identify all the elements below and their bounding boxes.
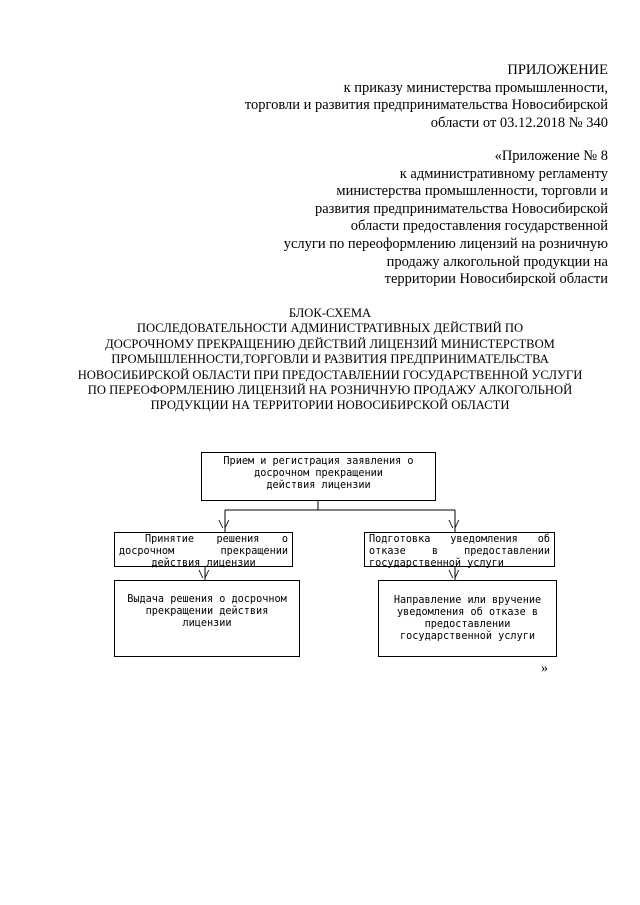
- box-text: государственной услуги: [369, 558, 504, 569]
- box-text: Направление или вручение: [393, 595, 542, 606]
- appendix-line: развития предпринимательства Новосибирской: [315, 200, 608, 217]
- box-word: о: [281, 534, 288, 545]
- arrow-down-left-2: \/: [198, 569, 211, 580]
- appendix-line: «Приложение № 8: [494, 148, 608, 164]
- box-text: предоставлении: [424, 619, 511, 630]
- closing-quote: »: [541, 661, 548, 676]
- box-word: прекращении: [220, 546, 288, 557]
- box-word: отказе: [369, 546, 406, 557]
- refusal-notice-box: [364, 532, 555, 567]
- appendix-line: к административному регламенту: [399, 165, 608, 182]
- title-line: ПОСЛЕДОВАТЕЛЬНОСТИ АДМИНИСТРАТИВНЫХ ДЕЙСТВИЙ ПО: [136, 321, 524, 336]
- box-line: [369, 534, 550, 546]
- arrow-down-right-2: \/: [448, 569, 461, 580]
- send-refusal-box: [378, 580, 557, 657]
- header-line: торговли и развития предпринимательства Новосибирской: [244, 97, 608, 114]
- box-word: уведомления: [450, 534, 518, 545]
- receive-application-box: [201, 452, 436, 501]
- box-text: действия лицензии: [266, 480, 371, 491]
- box-word: об: [537, 534, 550, 545]
- box-text: лицензии: [182, 618, 232, 629]
- box-text: прекращении действия: [145, 606, 269, 617]
- box-line: [369, 546, 550, 558]
- box-text: Прием и регистрация заявления о: [223, 456, 414, 467]
- box-word: в: [431, 546, 439, 557]
- title-line: ПО ПЕРЕОФОРМЛЕНИЮ ЛИЦЕНЗИЙ НА РОЗНИЧНУЮ ПРОДАЖУ АЛКОГОЛЬНОЙ: [87, 383, 573, 398]
- issue-decision-box: [114, 580, 300, 657]
- box-text: досрочном прекращении: [254, 468, 383, 479]
- box-text: уведомления об отказе в: [396, 607, 539, 618]
- title-line: НОВОСИБИРСКОЙ ОБЛАСТИ ПРИ ПРЕДОСТАВЛЕНИИ ГОСУДАРСТВЕННОЙ УСЛУГИ: [77, 367, 583, 382]
- title-line: ПРОДУКЦИИ НА ТЕРРИТОРИИ НОВОСИБИРСКОЙ ОБЛАСТИ: [150, 398, 510, 413]
- decision-box: [114, 532, 293, 567]
- title-line: ПРОМЫШЛЕННОСТИ,ТОРГОВЛИ И РАЗВИТИЯ ПРЕДПРИНИМАТЕЛЬСТВА: [111, 352, 549, 367]
- header-line: ПРИЛОЖЕНИЕ: [507, 62, 608, 78]
- appendix-line: области предоставления государственной: [350, 218, 608, 235]
- appendix-line: услуги по переоформлению лицензий на розничную: [283, 235, 608, 252]
- title-line: БЛОК-СХЕМА: [288, 306, 372, 320]
- box-word: решения: [216, 534, 260, 545]
- box-word: досрочном: [119, 546, 175, 557]
- header-line: к приказу министерства промышленности,: [343, 79, 608, 96]
- box-text: действия лицензии: [151, 558, 256, 569]
- title-line: ДОСРОЧНОМУ ПРЕКРАЩЕНИЮ ДЕЙСТВИЙ ЛИЦЕНЗИЙ МИНИСТЕРСТВОМ: [105, 336, 555, 351]
- arrow-down-right: \/: [448, 519, 461, 530]
- appendix-line: министерства промышленности, торговли и: [336, 183, 608, 200]
- appendix-line: продажу алкогольной продукции на: [386, 253, 608, 270]
- box-text: государственной услуги: [400, 631, 535, 642]
- box-word: предоставлении: [464, 546, 550, 557]
- appendix-line: территории Новосибирской области: [384, 271, 608, 288]
- box-line: [119, 546, 288, 558]
- box-word: Подготовка: [369, 534, 431, 545]
- arrow-down-left: \/: [218, 519, 231, 530]
- box-text: Выдача решения о досрочном: [127, 594, 287, 605]
- box-word: Принятие: [145, 534, 195, 545]
- header-line: области от 03.12.2018 № 340: [430, 114, 608, 131]
- box-line: [119, 534, 288, 546]
